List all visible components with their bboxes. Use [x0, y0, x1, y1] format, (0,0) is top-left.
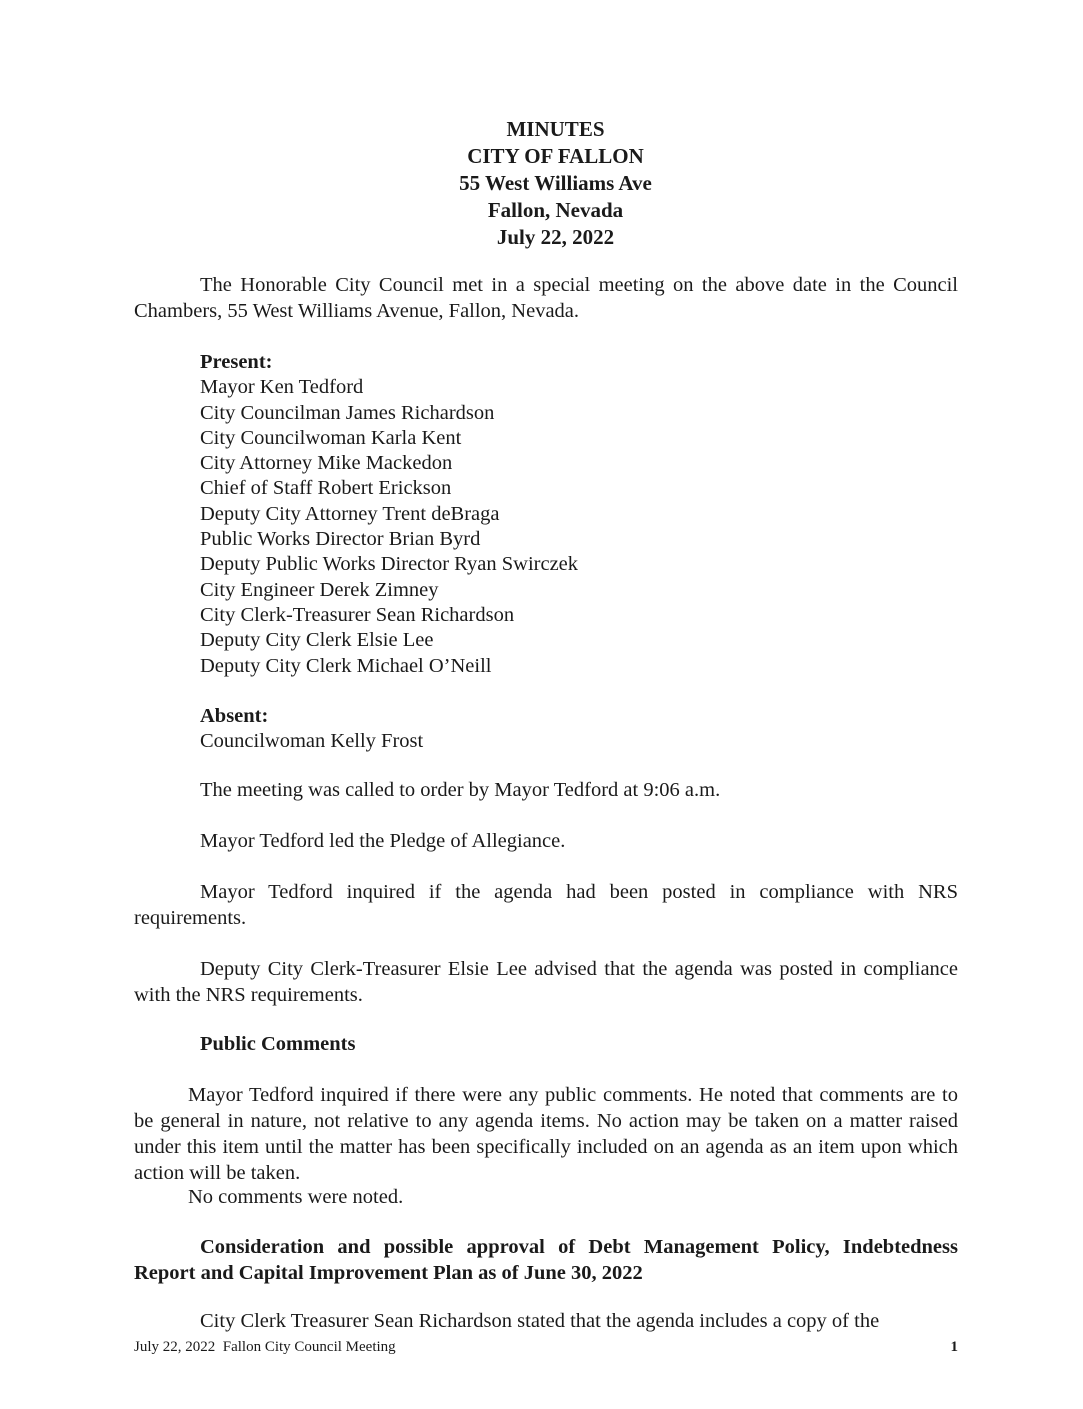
public-comments-paragraph: Mayor Tedford inquired if there were any public comments. He noted that comments are to be general in nature, not relative to any agenda items. No action may be taken on a matter raised under this item until the matter has been specifically included on an agenda as an item upon which action will be taken. — [134, 1084, 958, 1184]
present-item: Deputy Public Works Director Ryan Swirczek — [200, 553, 579, 576]
page-number: 1 — [950, 1339, 958, 1355]
present-item: City Engineer Derek Zimney — [200, 578, 439, 601]
pledge-line: Mayor Tedford led the Pledge of Allegiance. — [200, 830, 566, 852]
present-item: Chief of Staff Robert Erickson — [200, 477, 452, 500]
no-comments-line: No comments were noted. — [188, 1186, 404, 1208]
present-item: Deputy City Clerk Elsie Lee — [200, 629, 434, 652]
page-footer — [134, 1337, 958, 1357]
header-title: MINUTES — [506, 117, 605, 141]
intro-paragraph: The Honorable City Council met in a special meeting on the above date in the Council Chambers, 55 West Williams Avenue, Fallon, Nevada. — [134, 274, 958, 322]
absent-item: Councilwoman Kelly Frost — [200, 730, 424, 753]
present-item: Deputy City Clerk Michael O’Neill — [200, 654, 492, 677]
present-heading: Present: — [200, 351, 273, 373]
present-item: Deputy City Attorney Trent deBraga — [200, 502, 500, 525]
present-item: Public Works Director Brian Byrd — [200, 528, 481, 551]
absent-heading: Absent: — [200, 705, 269, 727]
present-item: City Councilwoman Karla Kent — [200, 426, 462, 449]
agenda-response-paragraph: Deputy City Clerk-Treasurer Elsie Lee advised that the agenda was posted in compliance with the NRS requirements. — [134, 958, 958, 1006]
called-to-order-line: The meeting was called to order by Mayor Tedford at 9:06 a.m. — [200, 779, 721, 801]
present-section — [200, 350, 578, 679]
debt-item-heading: Consideration and possible approval of Debt Management Policy, Indebtedness Report and Capital Improvement Plan as of June 30, 2022 — [134, 1236, 958, 1284]
header-date: July 22, 2022 — [496, 225, 615, 249]
debt-item-paragraph: City Clerk Treasurer Sean Richardson stated that the agenda includes a copy of the — [200, 1310, 880, 1332]
agenda-inquiry-paragraph: Mayor Tedford inquired if the agenda had been posted in compliance with NRS requirements. — [134, 881, 958, 929]
present-item: Mayor Ken Tedford — [200, 376, 364, 399]
absent-section — [200, 704, 423, 755]
present-item: City Clerk-Treasurer Sean Richardson — [200, 603, 515, 626]
header-address: 55 West Williams Ave — [459, 171, 652, 195]
header-location: Fallon, Nevada — [487, 198, 624, 222]
document-header — [0, 116, 1083, 251]
header-city: CITY OF FALLON — [467, 144, 644, 168]
footer-label: July 22, 2022 Fallon City Council Meeting — [134, 1339, 396, 1355]
present-item: City Councilman James Richardson — [200, 401, 495, 424]
present-item: City Attorney Mike Mackedon — [200, 452, 453, 475]
public-comments-heading: Public Comments — [200, 1033, 356, 1055]
